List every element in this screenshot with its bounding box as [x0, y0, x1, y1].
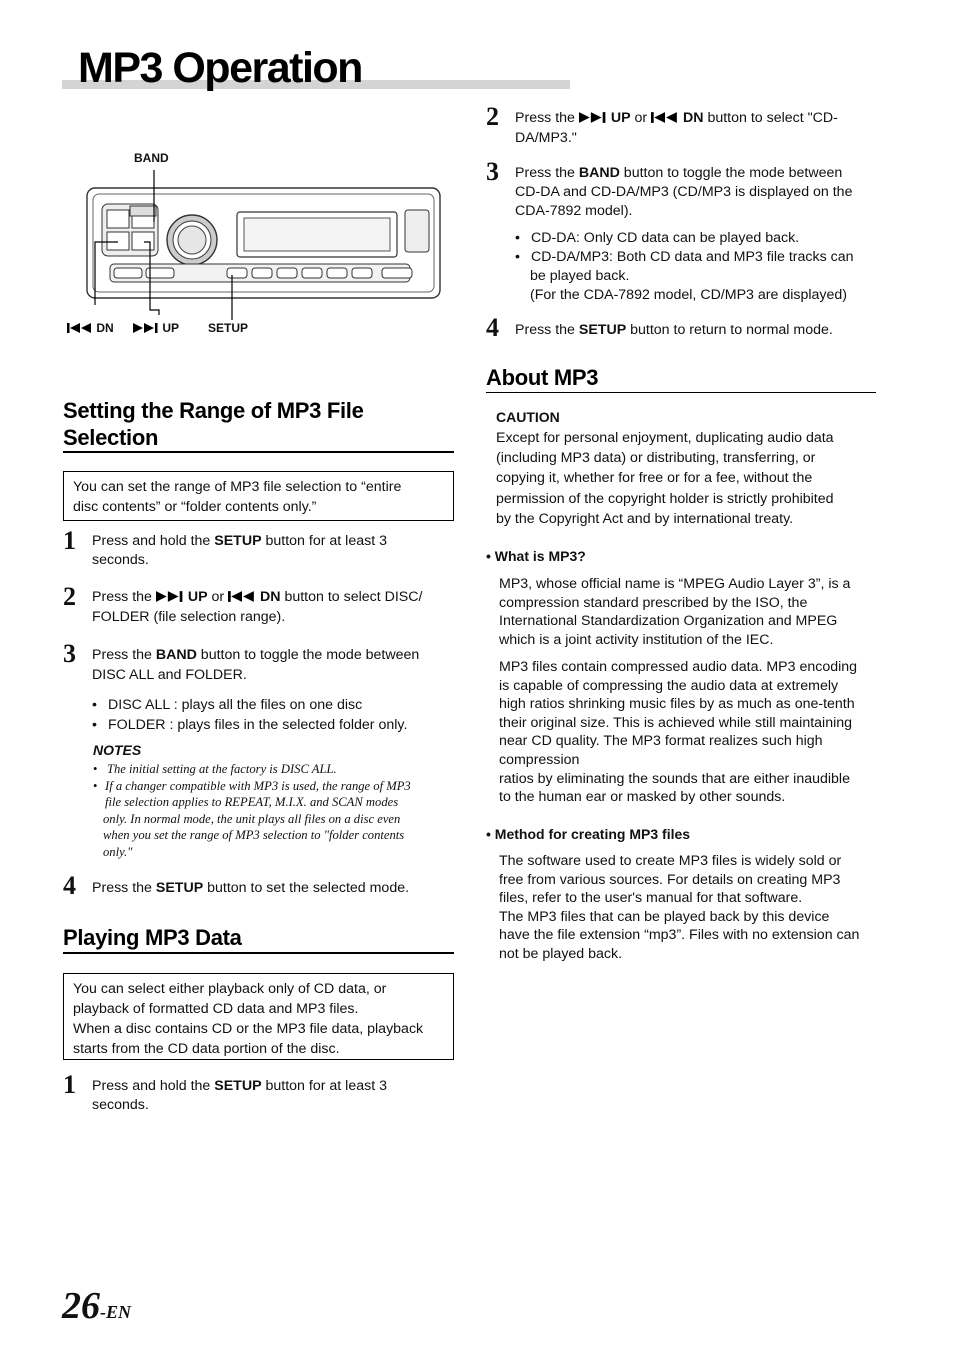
setup-label: SETUP: [208, 321, 249, 335]
step-text: Press the UP or DN button to select DISC/ FOLDER (file selection range).: [92, 589, 423, 625]
list-item: • CD-DA: Only CD data can be played back.: [515, 230, 800, 246]
caution-text: Except for personal enjoyment, duplicating audio data (including MP3 data) or distributing, transferring, or copying it, whether for free or for a fee, without the permission of the copyright holder is strictly prohibited by the Copyright Act and by international treaty.: [496, 430, 834, 527]
bullet-list: • CD-DA: Only CD data can be played back. • CD-DA/MP3: Both CD data and MP3 file tracks can be played back. (For the CDA-7892 model, CD/MP3 are displayed): [515, 229, 880, 305]
section-heading-range: Setting the Range of MP3 File Selection: [63, 398, 364, 450]
band-label: BAND: [134, 151, 169, 165]
intro-box-range: You can set the range of MP3 file selection to “entire disc contents” or “folder contents only.”: [63, 471, 454, 521]
step-number: 1: [63, 526, 76, 555]
section-rule: [63, 952, 454, 954]
notes-title: NOTES: [93, 742, 142, 758]
method-text: The software used to create MP3 files is widely sold or free from various sources. For details on creating MP3 files, refer to the user's manual for that software. The MP3 files that can be played back by this device have the file extension “mp3”. Files with no extension can not be played back.: [499, 853, 860, 962]
mp3-files-text: MP3 files contain compressed audio data. MP3 encoding is capable of compressing the audio data at extremely high ratios shrinking music files by as much as one-tenth their original size. This is achieved while still maintaining near CD quality. The MP3 format realizes such high compression ratios by eliminating the sounds that are either inaudible to the human ear or masked by other sounds.: [499, 659, 858, 806]
page-title: MP3 Operation: [78, 44, 362, 92]
list-item: • FOLDER : plays files in the selected folder only.: [92, 717, 408, 733]
step-text: Press the SETUP button to return to normal mode.: [515, 322, 833, 338]
what-is-mp3-text: MP3, whose official name is “MPEG Audio Layer 3”, is a compression standard prescribed by the ISO, the International Standardization Organization and MPEG which is a joint activity institution of the IEC.: [499, 576, 851, 648]
method-heading: • Method for creating MP3 files: [486, 826, 691, 842]
list-item: • The initial setting at the factory is DISC ALL.: [93, 762, 337, 776]
step-number: 2: [63, 582, 76, 611]
skip-back-icon: [228, 589, 256, 608]
intro-box-playing: You can select either playback only of CD data, or playback of formatted CD data and MP3 files. When a disc contains CD or the MP3 file data, playback starts from the CD data portion of the disc.: [63, 973, 454, 1060]
skip-forward-icon: [579, 110, 607, 129]
step-number: 1: [63, 1070, 76, 1099]
skip-forward-icon: [156, 589, 184, 608]
section-heading-playing: Playing MP3 Data: [63, 925, 242, 950]
step-text: Press the UP or DN button to select "CD- DA/MP3.": [515, 110, 838, 146]
section-heading-about: About MP3: [486, 365, 599, 390]
notes-list: • The initial setting at the factory is DISC ALL. • If a changer compatible with MP3 is used, the range of MP3 file selection applies to REPEAT, M.I.X. and SCAN modes only. In normal mode, the unit plays all files on a disc even when you set the range of MP3 selection to "folder contents only.": [93, 761, 453, 861]
step-number: 4: [63, 871, 76, 900]
page-number: 26-EN: [62, 1285, 131, 1327]
list-item: • CD-DA/MP3: Both CD data and MP3 file tracks can: [515, 249, 854, 265]
section-rule: [486, 392, 876, 393]
step-text: Press the BAND button to toggle the mode between CD-DA and CD-DA/MP3 (CD/MP3 is displayed on the CDA-7892 model).: [515, 165, 853, 219]
step-text: Press the BAND button to toggle the mode between DISC ALL and FOLDER.: [92, 647, 420, 683]
section-rule: [63, 451, 454, 453]
skip-back-icon: [651, 110, 679, 129]
step-text: Press and hold the SETUP button for at least 3 seconds.: [92, 533, 387, 568]
step-number: 3: [63, 639, 76, 668]
list-item: • DISC ALL : plays all the files on one disc: [92, 697, 363, 713]
head-unit-illustration: [62, 160, 452, 325]
step-number: 3: [486, 157, 499, 186]
dn-label: DN: [67, 321, 114, 336]
step-number: 2: [486, 102, 499, 131]
step-number: 4: [486, 313, 499, 342]
step-text: Press and hold the SETUP button for at least 3 seconds.: [92, 1078, 387, 1113]
caution-title: CAUTION: [496, 409, 560, 425]
step-text: Press the SETUP button to set the selected mode.: [92, 880, 410, 896]
list-item: • If a changer compatible with MP3 is used, the range of MP3: [93, 778, 411, 793]
skip-forward-icon: [133, 322, 159, 336]
what-is-mp3-heading: • What is MP3?: [486, 548, 586, 564]
skip-back-icon: [67, 322, 93, 336]
up-label: UP: [133, 321, 179, 336]
bullet-list: [92, 695, 452, 735]
